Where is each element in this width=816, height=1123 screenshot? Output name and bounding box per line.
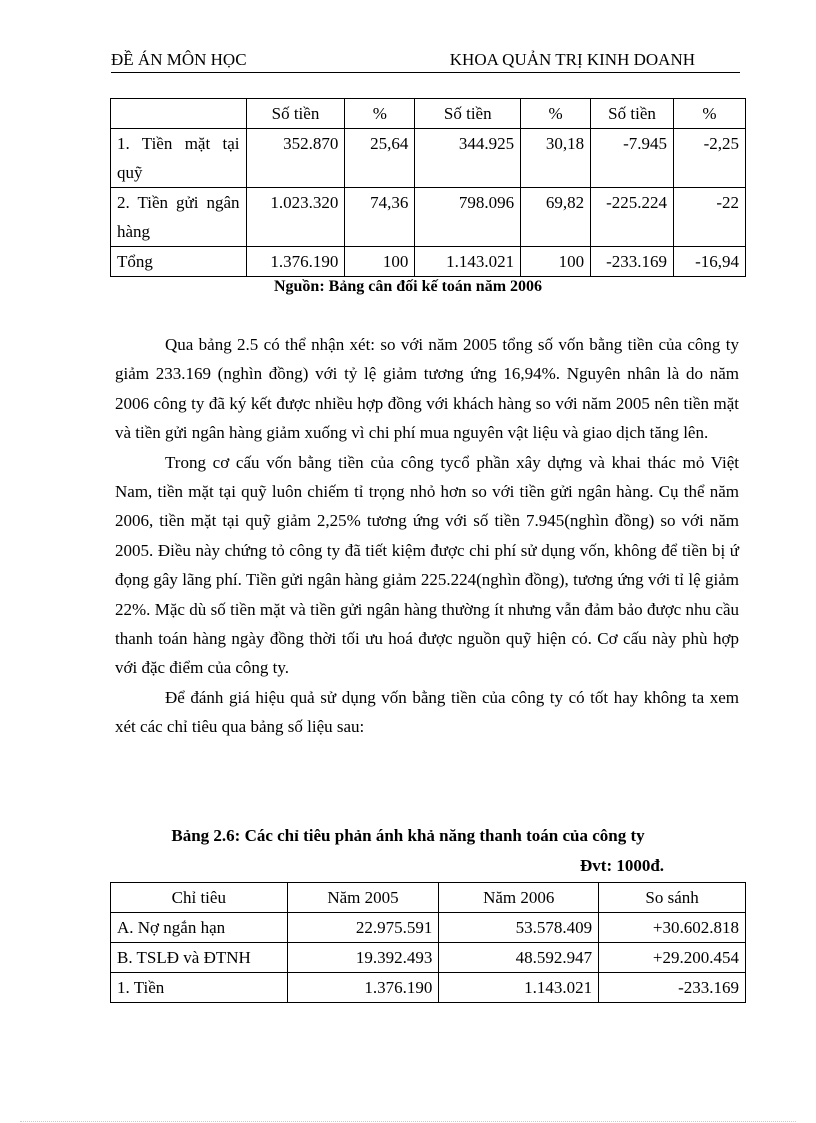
table-cell: +29.200.454: [599, 943, 746, 973]
paragraph: Trong cơ cấu vốn bằng tiền của công tycổ phần xây dựng và khai thác mỏ Việt Nam, tiền mặt tại quỹ luôn chiếm tỉ trọng nhỏ hơn so với tiền gửi ngân hàng. Cụ thể năm 2006, tiền mặt tại quỹ giảm 2,25% tương ứng với số tiền 7.945(nghìn đồng) so với năm 2005. Điều này chứng tỏ công ty đã tiết kiệm được chi phí sử dụng vốn, không để tiền bị ứ đọng gây lãng phí. Tiền gửi ngân hàng giảm 225.224(nghìn đồng), tương ứng với tỉ lệ giảm 22%. Mặc dù số tiền mặt và tiền gửi ngân hàng thường ít nhưng vẫn đảm bảo được nhu cầu thanh toán hàng ngày đồng thời tối ưu hoá được nguồn quỹ hiện có. Cơ cấu này phù hợp với đặc điểm của công ty.: [115, 452, 739, 678]
table-header-cell: %: [521, 99, 591, 129]
table-cell: -233.169: [591, 247, 674, 277]
table-cell: 100: [521, 247, 591, 277]
table-header-cell: Năm 2005: [287, 883, 439, 913]
table-header-cell: Số tiền: [415, 99, 521, 129]
header-faculty-title: KHOA QUẢN TRỊ KINH DOANH: [449, 50, 695, 69]
table-cell: 1.143.021: [439, 973, 599, 1003]
page-bottom-edge: [20, 1121, 796, 1122]
row-label: 1. Tiền mặt tại quỹ: [111, 129, 247, 188]
table-cell: 22.975.591: [287, 913, 439, 943]
table-cell: -233.169: [599, 973, 746, 1003]
table-cell: -225.224: [591, 188, 674, 247]
table-row: [111, 188, 746, 247]
table-row: [111, 973, 746, 1003]
table-cell: 69,82: [521, 188, 591, 247]
table-header-cell: Năm 2006: [439, 883, 599, 913]
table-cell: 30,18: [521, 129, 591, 188]
table-cell: 344.925: [415, 129, 521, 188]
table-row: [111, 943, 746, 973]
liquidity-indicators-table: [110, 882, 746, 1003]
table-cell: -7.945: [591, 129, 674, 188]
row-label: Tổng: [111, 247, 247, 277]
row-label: B. TSLĐ và ĐTNH: [111, 943, 288, 973]
table-cell: -2,25: [674, 129, 746, 188]
table-cell: 798.096: [415, 188, 521, 247]
table-caption: Bảng 2.6: Các chỉ tiêu phản ánh khả năng thanh toán của công ty: [171, 826, 645, 845]
table-cell: +30.602.818: [599, 913, 746, 943]
table-header-cell: So sánh: [599, 883, 746, 913]
table-cell: 100: [345, 247, 415, 277]
table-header-cell: Số tiền: [246, 99, 345, 129]
table-header-cell: Chỉ tiêu: [111, 883, 288, 913]
table-cell: -22: [674, 188, 746, 247]
table-cell: 53.578.409: [439, 913, 599, 943]
table-cell: 19.392.493: [287, 943, 439, 973]
table-header-row: [111, 99, 746, 129]
table-cell: 1.376.190: [246, 247, 345, 277]
table-cell: 1.376.190: [287, 973, 439, 1003]
header-course-title: ĐỀ ÁN MÔN HỌC: [111, 50, 247, 69]
table-cell: 1.143.021: [415, 247, 521, 277]
table-cell: -16,94: [674, 247, 746, 277]
table-header-cell: %: [674, 99, 746, 129]
table-header-cell: [111, 99, 247, 129]
row-label: A. Nợ ngắn hạn: [111, 913, 288, 943]
body-text: [115, 330, 739, 742]
cash-structure-table: [110, 98, 746, 277]
page-header: [111, 48, 740, 73]
table-cell: 48.592.947: [439, 943, 599, 973]
row-label: 1. Tiền: [111, 973, 288, 1003]
paragraph: Qua bảng 2.5 có thể nhận xét: so với năm 2005 tổng số vốn bằng tiền của công ty giảm 233.169 (nghìn đồng) với tỷ lệ giảm tương ứng 16,94%. Nguyên nhân là do năm 2006 công ty đã ký kết được nhiều hợp đồng với khách hàng so với năm 2005 nên tiền mặt và tiền gửi ngân hàng giảm xuống vì chi phí mua nguyên vật liệu và giao dịch tăng lên.: [115, 335, 739, 443]
table-cell: 1.023.320: [246, 188, 345, 247]
paragraph: Để đánh giá hiệu quả sử dụng vốn bằng tiền của công ty có tốt hay không ta xem xét các chỉ tiêu qua bảng số liệu sau:: [115, 687, 739, 737]
table-row: [111, 129, 746, 188]
table-cell: 74,36: [345, 188, 415, 247]
table-header-row: [111, 883, 746, 913]
table-row: [111, 913, 746, 943]
table-cell: 352.870: [246, 129, 345, 188]
row-label: 2. Tiền gửi ngân hàng: [111, 188, 247, 247]
table-row: [111, 247, 746, 277]
table-cell: 25,64: [345, 129, 415, 188]
table-source-note: Nguồn: Bảng cân đối kế toán năm 2006: [273, 278, 543, 295]
table-header-cell: Số tiền: [591, 99, 674, 129]
table-header-cell: %: [345, 99, 415, 129]
unit-label: Đvt: 1000đ.: [580, 856, 665, 875]
